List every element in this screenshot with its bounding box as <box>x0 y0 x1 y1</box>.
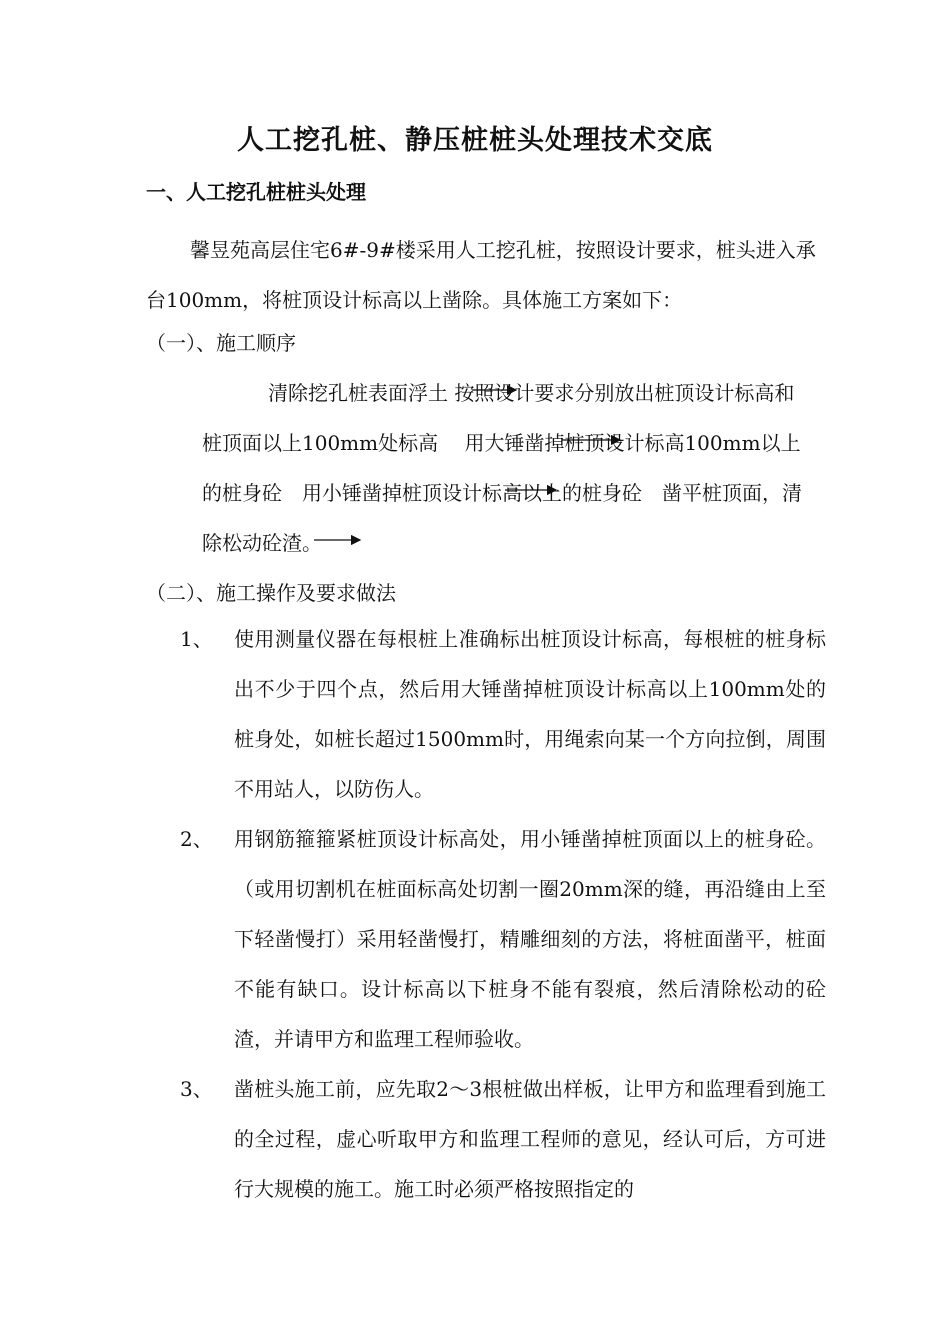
list-item <box>146 814 826 1064</box>
list-item-number: 3、 <box>180 1077 213 1101</box>
list-item-number: 1、 <box>180 627 213 651</box>
list-item-text: 凿桩头施工前，应先取2～3根桩做出样板，让甲方和监理看到施工的全过程，虚心听取甲方和监理工程师的意见，经认可后，方可进行大规模的施工。施工时必须严格按照指定的 <box>234 1077 826 1201</box>
list-item-number: 2、 <box>180 827 213 851</box>
list-item-text: 使用测量仪器在每根桩上准确标出桩顶设计标高，每根桩的桩身标出不少于四个点，然后用大锤凿掉桩顶设计标高以上100mm处的桩身处，如桩长超过1500mm时，用绳索向某一个方向拉倒，周围不用站人，以防伤人。 <box>234 627 826 801</box>
section-heading-1: 一、人工挖孔桩桩头处理 <box>146 180 366 204</box>
subsection-heading-2: （二）、施工操作及要求做法 <box>146 581 396 605</box>
list-item <box>146 614 826 814</box>
list-item <box>146 1064 826 1214</box>
process-flow-text: 清除挖孔桩表面浮土 按照设计要求分别放出桩顶设计标高和桩顶面以上100mm处标高 用大锤凿掉桩顶设计标高100mm以上的桩身砼 用小锤凿掉桩顶设计标高以上的桩身砼 凿平桩顶面，清除松动砼渣。 <box>202 381 802 555</box>
document-title: 人工挖孔桩、静压桩桩头处理技术交底 <box>237 125 713 156</box>
list-item-text: 用钢筋箍箍紧桩顶设计标高处，用小锤凿掉桩顶面以上的桩身砼。（或用切割机在桩面标高处切割一圈20mm深的缝，再沿缝由上至下轻凿慢打）采用轻凿慢打，精雕细刻的方法，将桩面凿平，桩面不能有缺口。设计标高以下桩身不能有裂痕，然后清除松动的砼渣，并请甲方和监理工程师验收。 <box>234 827 826 1051</box>
subsection-heading-1: （一）、施工顺序 <box>146 331 296 355</box>
intro-paragraph: 馨昱苑高层住宅6#-9#楼采用人工挖孔桩，按照设计要求，桩头进入承台100mm，将桩顶设计标高以上凿除。具体施工方案如下： <box>146 238 816 312</box>
